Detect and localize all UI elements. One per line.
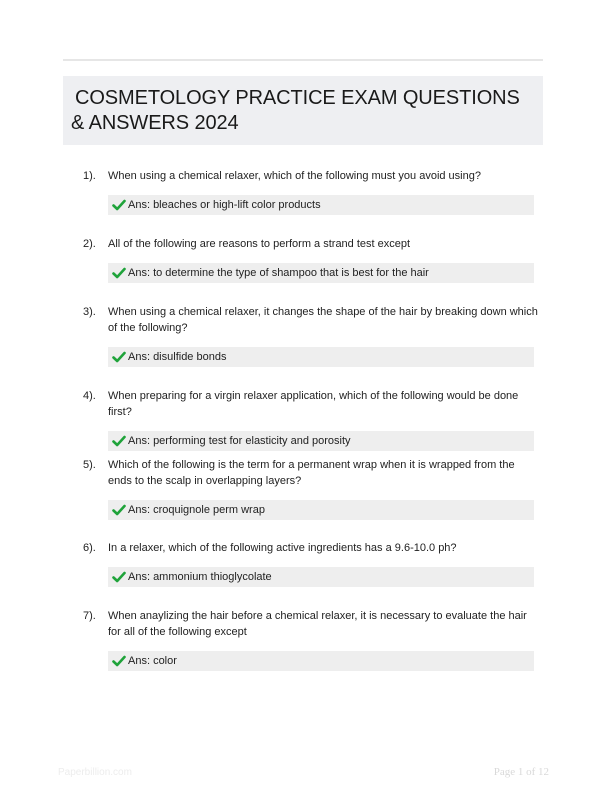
checkmark-icon (112, 571, 126, 583)
question-item (63, 608, 543, 671)
footer-watermark: Paperbillion.com (58, 767, 132, 778)
answer-box (108, 567, 534, 587)
page-number: Page 1 of 12 (493, 766, 549, 778)
question-text: Which of the following is the term for a permanent wrap when it is wrapped from the ends to the scalp in overlapping layers? (108, 459, 515, 487)
answer-box (108, 195, 534, 215)
question-text: When using a chemical relaxer, which of the following must you avoid using? (108, 170, 481, 182)
question-item (63, 540, 543, 587)
answer-text: Ans: to determine the type of shampoo that is best for the hair (128, 267, 429, 279)
title-banner (63, 76, 543, 145)
answer-box (108, 431, 534, 451)
question-number: 1). (83, 170, 96, 182)
question-text: When preparing for a virgin relaxer application, which of the following would be done first? (108, 390, 519, 418)
question-item (63, 236, 543, 283)
question-number: 5). (83, 459, 96, 471)
question-number: 4). (83, 390, 96, 402)
question-number: 3). (83, 306, 96, 318)
answer-text: Ans: disulfide bonds (128, 351, 227, 363)
checkmark-icon (112, 435, 126, 447)
question-number: 6). (83, 542, 96, 554)
answer-text: Ans: croquignole perm wrap (128, 504, 265, 516)
question-text: When using a chemical relaxer, it changes the shape of the hair by breaking down which of the following? (108, 306, 538, 334)
page-title: COSMETOLOGY PRACTICE EXAM QUESTIONS & ANSWERS 2024 (71, 87, 520, 134)
answer-text: Ans: bleaches or high-lift color products (128, 199, 321, 211)
checkmark-icon (112, 504, 126, 516)
answer-box (108, 651, 534, 671)
question-item (63, 304, 543, 367)
question-item (63, 388, 543, 451)
answer-box (108, 347, 534, 367)
checkmark-icon (112, 199, 126, 211)
question-item (63, 168, 543, 215)
question-text: In a relaxer, which of the following active ingredients has a 9.6-10.0 ph? (108, 542, 457, 554)
answer-box (108, 500, 534, 520)
checkmark-icon (112, 267, 126, 279)
checkmark-icon (112, 655, 126, 667)
question-item (63, 457, 543, 520)
answer-text: Ans: performing test for elasticity and porosity (128, 435, 351, 447)
question-number: 7). (83, 610, 96, 622)
question-text: When anaylizing the hair before a chemical relaxer, it is necessary to evaluate the hair for all of the following except (108, 610, 527, 638)
answer-text: Ans: color (128, 655, 177, 667)
checkmark-icon (112, 351, 126, 363)
question-text: All of the following are reasons to perform a strand test except (108, 238, 411, 250)
question-number: 2). (83, 238, 96, 250)
top-divider (63, 59, 543, 61)
answer-box (108, 263, 534, 283)
answer-text: Ans: ammonium thioglycolate (128, 571, 272, 583)
